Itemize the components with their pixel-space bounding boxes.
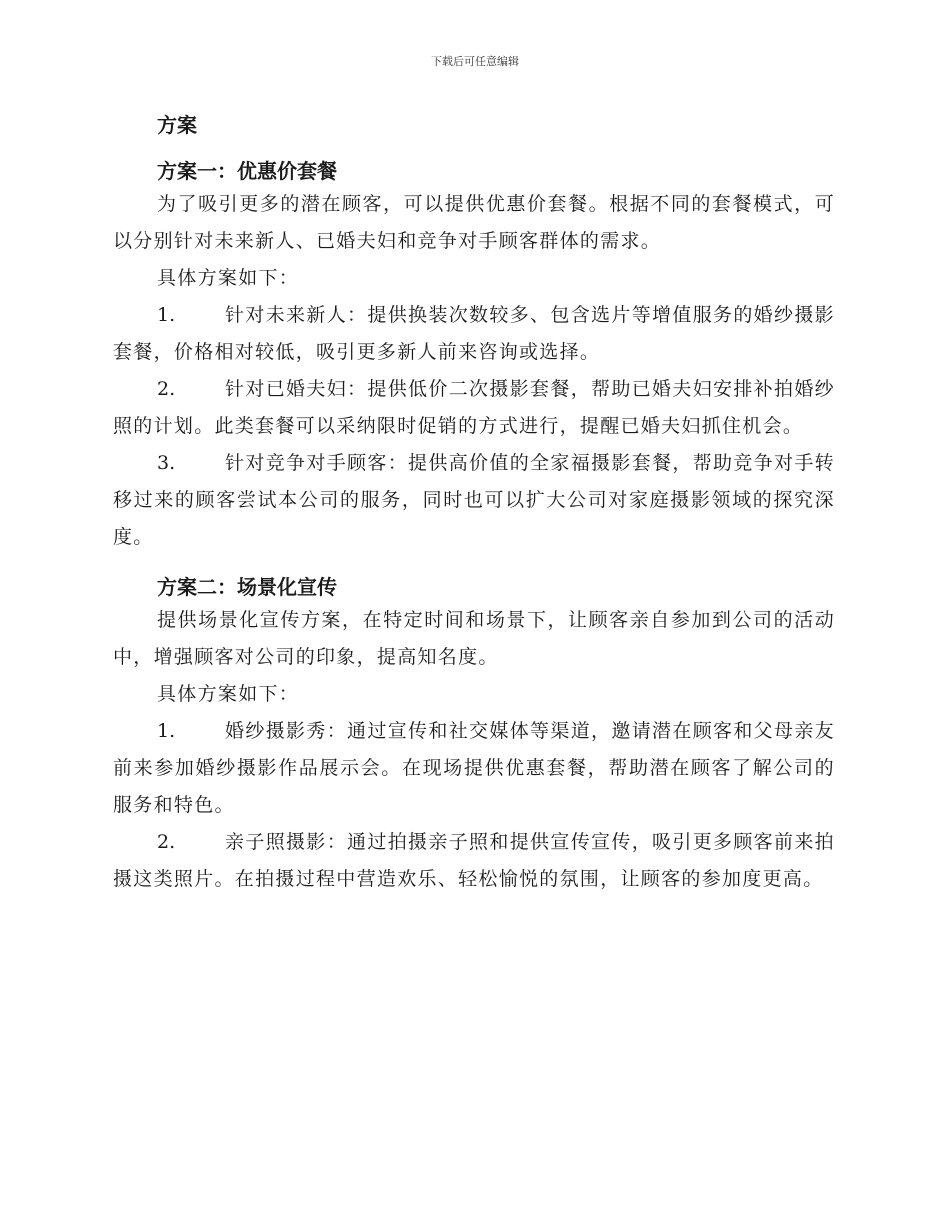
plan1-item	[113, 445, 835, 556]
list-text: 针对已婚夫妇：提供低价二次摄影套餐，帮助已婚夫妇安排补拍婚纱照的计划。此类套餐可以采纳限时促销的方式进行，提醒已婚夫妇抓住机会。	[113, 378, 835, 437]
list-text: 针对竞争对手顾客：提供高价值的全家福摄影套餐，帮助竞争对手转移过来的顾客尝试本公司的服务，同时也可以扩大公司对家庭摄影领域的探究深度。	[113, 452, 835, 548]
plan2-item	[113, 713, 835, 824]
list-text: 亲子照摄影：通过拍摄亲子照和提供宣传宣传，吸引更多顾客前来拍摄这类照片。在拍摄过程中营造欢乐、轻松愉悦的氛围，让顾客的参加度更高。	[113, 831, 835, 890]
page-header: 下载后可任意编辑	[431, 55, 519, 68]
plan1-lead: 具体方案如下：	[157, 267, 300, 289]
plan2-heading: 方案二：场景化宣传	[157, 575, 337, 599]
list-text: 针对未来新人：提供换装次数较多、包含选片等增值服务的婚纱摄影套餐，价格相对较低，吸引更多新人前来咨询或选择。	[113, 304, 835, 363]
list-number: 3.	[157, 452, 176, 474]
plan1-intro: 为了吸引更多的潜在顾客，可以提供优惠价套餐。根据不同的套餐模式，可以分别针对未来新人、已婚夫妇和竞争对手顾客群体的需求。	[113, 193, 835, 252]
list-text: 婚纱摄影秀：通过宣传和社交媒体等渠道，邀请潜在顾客和父母亲友前来参加婚纱摄影作品展示会。在现场提供优惠套餐，帮助潜在顾客了解公司的服务和特色。	[113, 720, 835, 816]
list-number: 2.	[157, 831, 176, 853]
document-body	[113, 110, 835, 898]
list-number: 2.	[157, 378, 176, 400]
list-number: 1.	[157, 304, 176, 326]
list-number: 1.	[157, 720, 176, 742]
plan2-intro: 提供场景化宣传方案，在特定时间和场景下，让顾客亲自参加到公司的活动中，增强顾客对公司的印象，提高知名度。	[113, 609, 835, 668]
plan1-heading: 方案一：优惠价套餐	[157, 159, 337, 183]
plan2-lead: 具体方案如下：	[157, 683, 300, 705]
plan1-item	[113, 371, 835, 445]
plan1-item	[113, 297, 835, 371]
document-title: 方案	[157, 113, 197, 137]
plan2-item	[113, 824, 835, 898]
